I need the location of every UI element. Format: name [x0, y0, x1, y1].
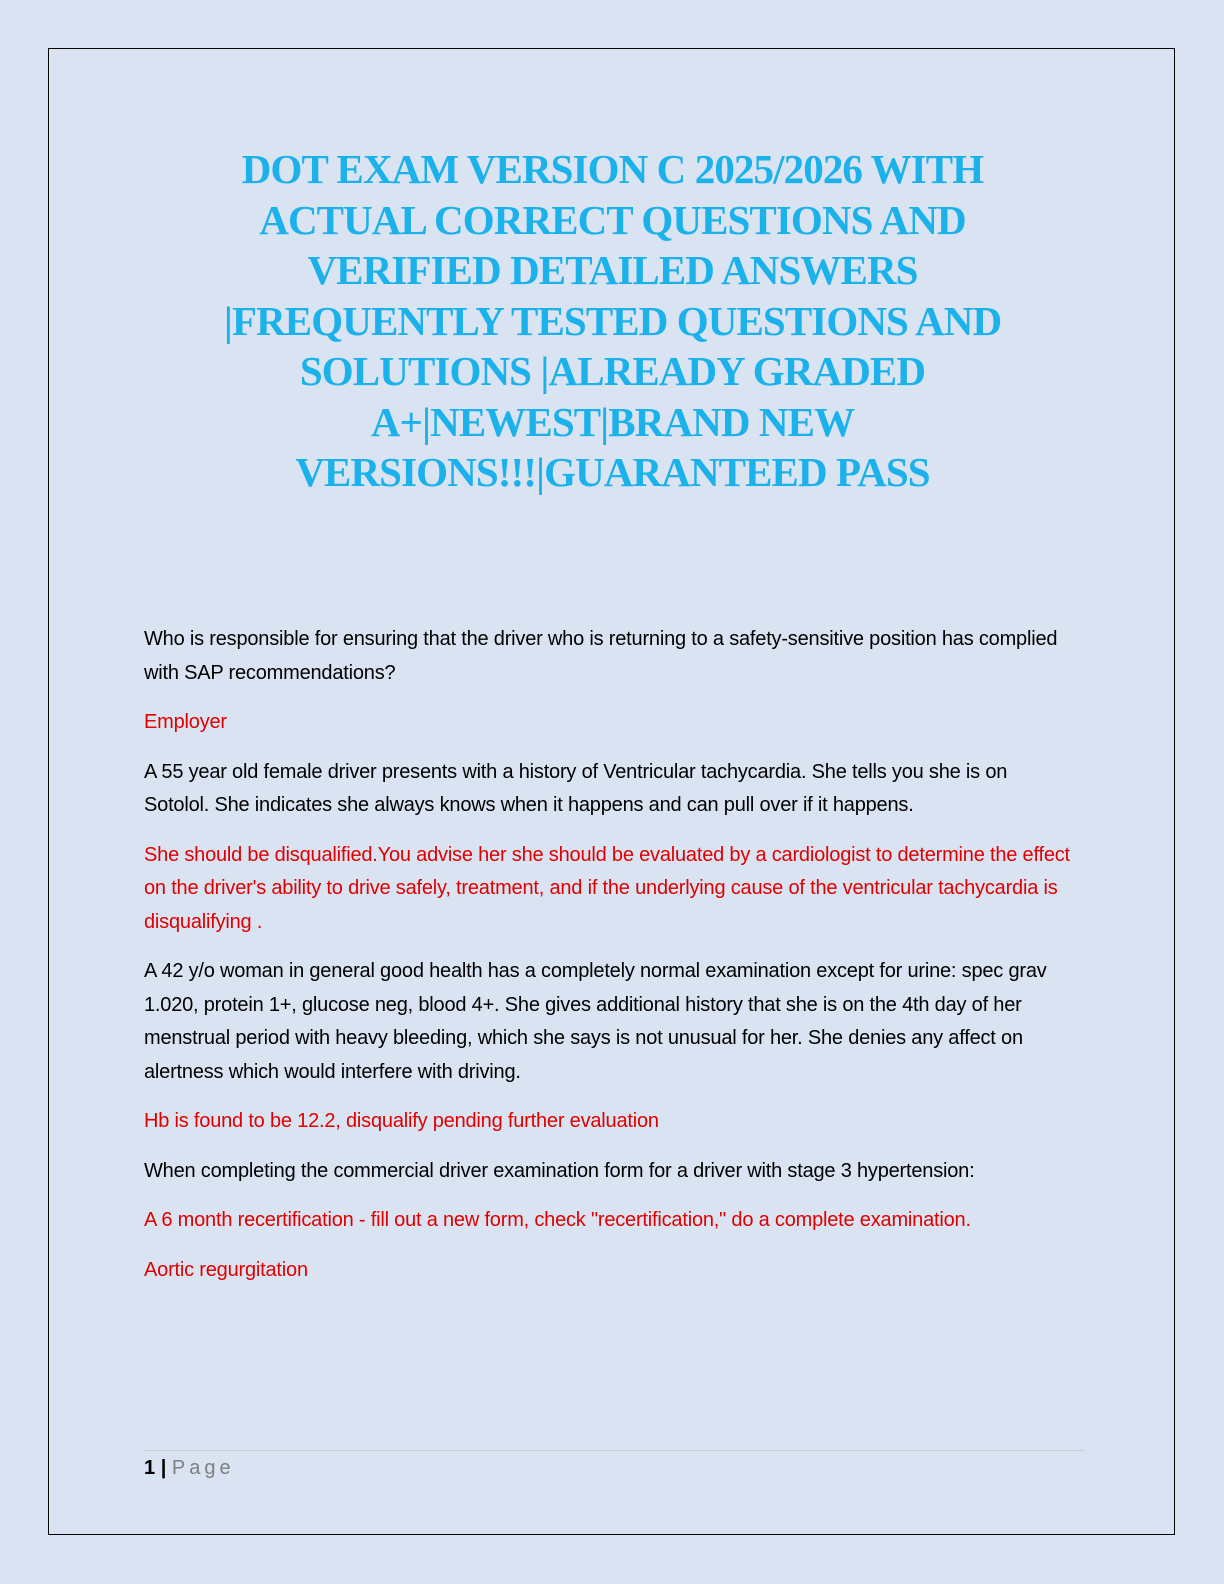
title-line: ACTUAL CORRECT QUESTIONS AND: [259, 196, 966, 243]
title-line: A+|NEWEST|BRAND NEW: [370, 398, 855, 445]
title-line: |FREQUENTLY TESTED QUESTIONS AND: [223, 297, 1002, 344]
answer-text: A 6 month recertification - fill out a new form, check "recertification," do a complete examination.: [144, 1209, 971, 1231]
answer-text: Employer: [144, 711, 227, 733]
page-number: 1: [144, 1457, 156, 1479]
question-text: A 55 year old female driver presents with a history of Ventricular tachycardia. She tells you she is on Sotolol. She indicates she always knows when it happens and can pull over if it happens.: [144, 760, 1008, 816]
document-title: [140, 144, 1085, 498]
title-line: VERIFIED DETAILED ANSWERS: [307, 247, 918, 293]
question-text: Who is responsible for ensuring that the driver who is returning to a safety-sensitive position has complied with SAP recommendations?: [144, 628, 1058, 684]
answer-text: Aortic regurgitation: [144, 1258, 308, 1281]
title-line: VERSIONS!!!|GUARANTEED PASS: [295, 449, 930, 495]
answer-text: She should be disqualified.You advise her she should be evaluated by a cardiologist to determine the effect on the driver's ability to drive safely, treatment, and if the underlying cause of the ventricular tachycardia is disqualifying .: [144, 843, 1070, 933]
title-line: DOT EXAM VERSION C 2025/2026 WITH: [241, 146, 984, 192]
footer-separator: |: [160, 1457, 167, 1479]
page-label: Page: [171, 1457, 235, 1479]
question-text: A 42 y/o woman in general good health has a completely normal examination except for urine: spec grav 1.020, protein 1+, glucose neg, blood 4+. She gives additional history that she is on the 4th day of her menstrual period with heavy bleeding, which she says is not unusual for her. She denies any affect on alertness which would interfere with driving.: [144, 960, 1047, 1083]
page-footer: [144, 1455, 235, 1481]
question-text: When completing the commercial driver examination form for a driver with stage 3 hypertension:: [144, 1159, 975, 1182]
answer-text: Hb is found to be 12.2, disqualify pending further evaluation: [144, 1110, 659, 1132]
qa-content: [144, 623, 1074, 1303]
title-line: SOLUTIONS |ALREADY GRADED: [299, 348, 926, 394]
footer-divider: [144, 1450, 1085, 1451]
